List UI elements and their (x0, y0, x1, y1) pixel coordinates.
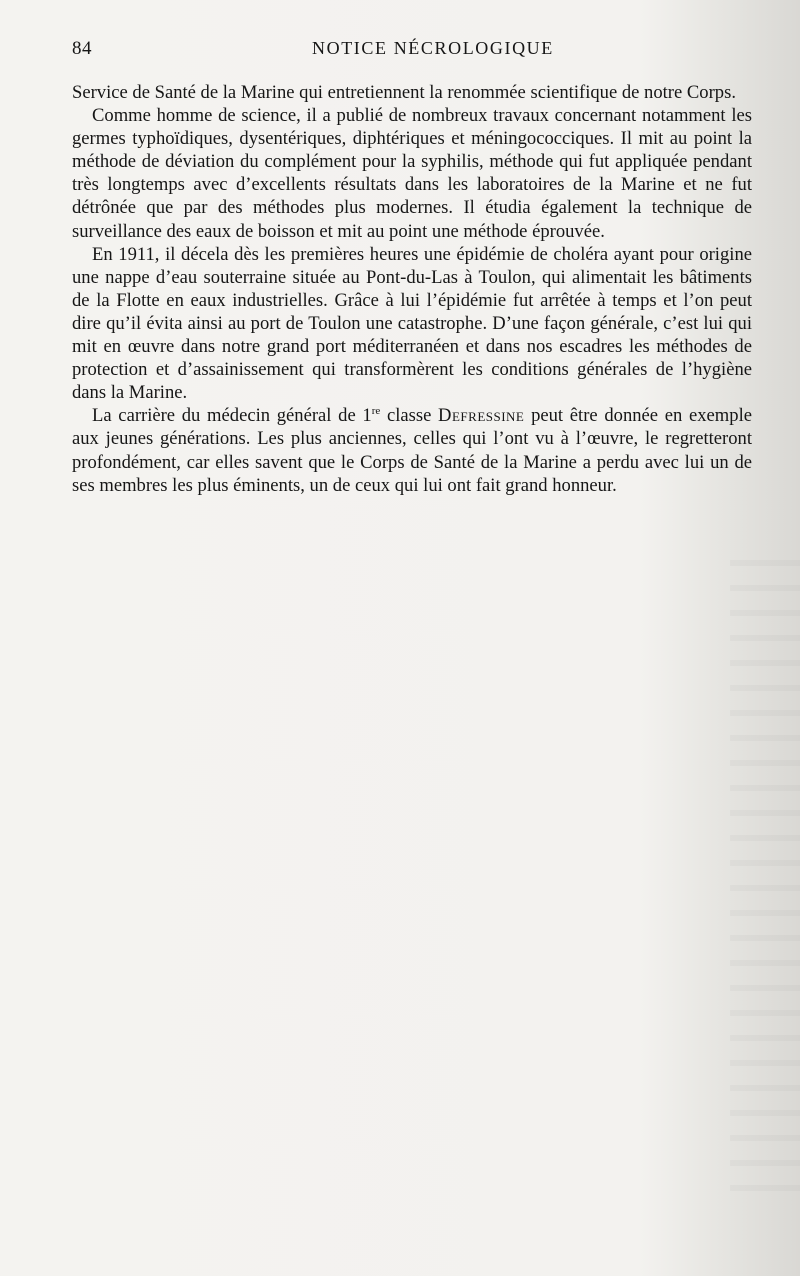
paragraph-3: En 1911, il décela dès les premières heures une épidémie de choléra ayant pour origine une nappe d’eau souterraine située au Pont-du-Las à Toulon, qui alimentait les bâtiments de la Flotte en eaux industrielles. Grâce à lui l’épidémie fut arrêtée à temps et l’on peut dire qu’il évita ainsi au port de Toulon une catastrophe. D’une façon générale, c’est lui qui mit en œuvre dans notre grand port méditerranéen et dans nos escadres les méthodes de protection et d’assainissement qui transformèrent les conditions générales de l’hygiène dans la Marine. (72, 243, 752, 404)
body-text (72, 81, 752, 497)
show-through-bleed (730, 560, 800, 1200)
paragraph-1: Service de Santé de la Marine qui entretiennent la renommée scientifique de notre Corps. (72, 82, 736, 103)
page-number: 84 (72, 38, 92, 59)
ordinal-superscript: re (371, 405, 381, 418)
person-name: Defressine (438, 405, 525, 427)
running-header (72, 38, 752, 66)
paragraph-2: Comme homme de science, il a publié de nombreux travaux concernant notamment les germes typhoïdiques, dysentériques, diphtériques et méningococciques. Il mit au point la méthode de déviation du complément pour la syphilis, méthode qui fut appliquée pendant très longtemps avec d’excellents résultats dans les laboratoires de la Marine et ne fut détrônée que par des méthodes plus modernes. Il étudia également la technique de surveillance des eaux de boisson et mit au point une méthode éprouvée. (72, 105, 752, 242)
paragraph-4 (72, 404, 752, 496)
paragraph-4-class: classe (380, 405, 439, 427)
running-title: NOTICE NÉCROLOGIQUE (312, 38, 554, 58)
paragraph-4-end: peut être donnée en exemple aux jeunes générations. Les plus anciennes, celles qui l’ont vu à l’œuvre, le regretteront profondément, car elles savent que le Corps de Santé de la Marine a perdu avec lui un de ses membres les plus éminents, un de ceux qui lui ont fait grand honneur. (72, 405, 752, 496)
paragraph-4-start: La carrière du médecin général de 1 (92, 405, 372, 427)
